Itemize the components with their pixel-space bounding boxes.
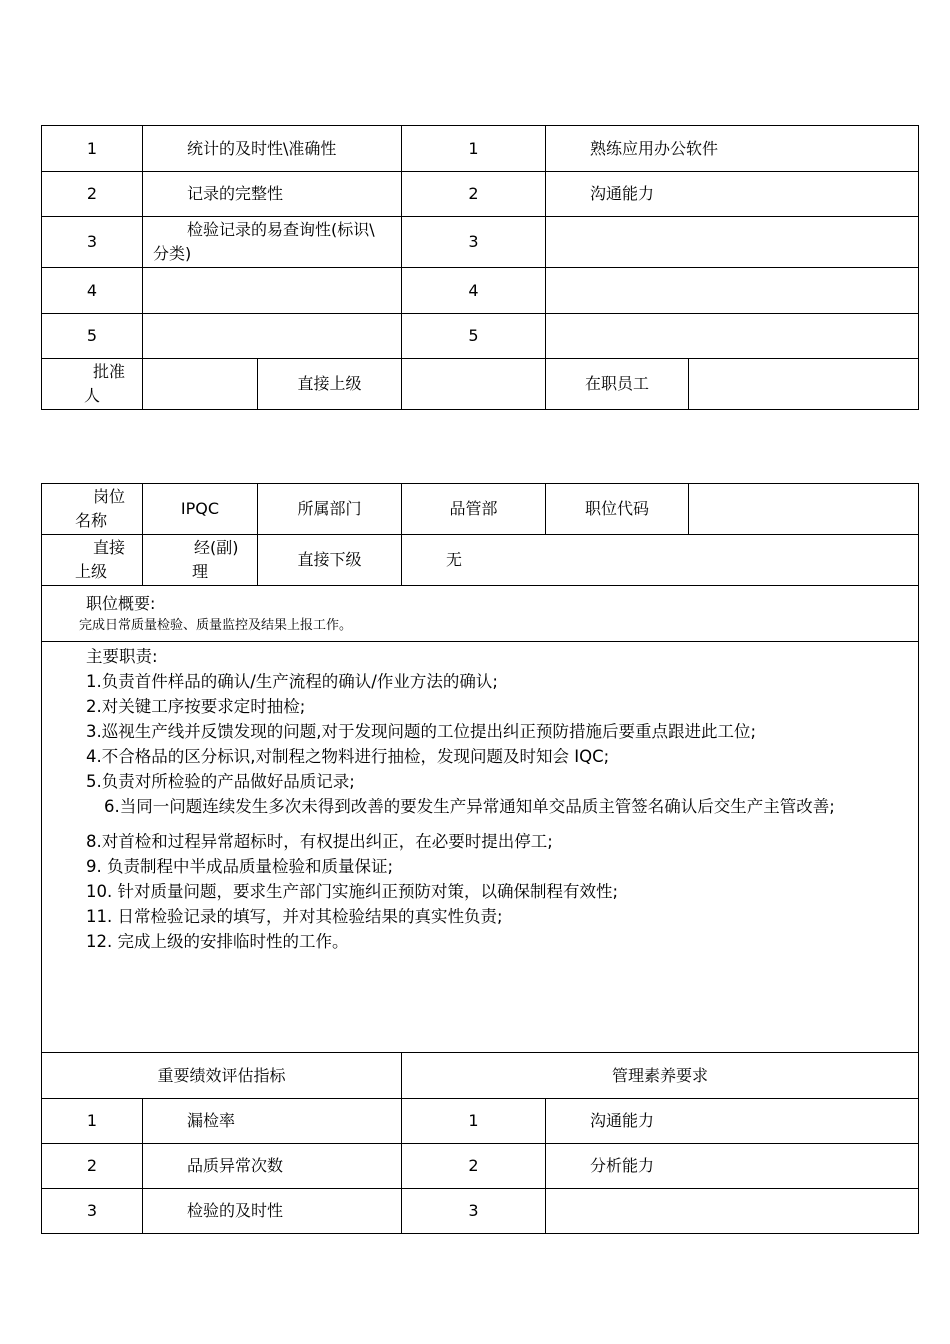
requirement-cell xyxy=(546,314,919,359)
row-number: 1 xyxy=(42,126,143,172)
management-header: 管理素养要求 xyxy=(402,1053,919,1099)
row-number: 3 xyxy=(42,217,143,268)
requirement-cell: 沟通能力 xyxy=(546,1099,919,1144)
employee-label: 在职员工 xyxy=(546,359,689,410)
summary-row xyxy=(42,586,919,642)
row-number: 1 xyxy=(42,1099,143,1144)
subordinate-value: 无 xyxy=(402,535,919,586)
row-number: 1 xyxy=(402,126,546,172)
table-row xyxy=(42,172,919,217)
position-name-label-line1: 岗位 xyxy=(93,487,126,506)
summary-cell xyxy=(42,586,919,642)
position-code-value xyxy=(689,484,919,535)
employee-value xyxy=(689,359,919,410)
table-row xyxy=(42,1099,919,1144)
kpi-cell-line1: 检验记录的易查询性(标识\ xyxy=(187,220,375,239)
position-name-label xyxy=(42,484,143,535)
department-value: 品管部 xyxy=(402,484,546,535)
direct-superior-value xyxy=(402,359,546,410)
table-row xyxy=(42,217,919,268)
duty-item: 3.巡视生产线并反馈发现的问题,对于发现问题的工位提出纠正预防措施后要重点跟进此工位; xyxy=(86,722,757,741)
position-code-label: 职位代码 xyxy=(546,484,689,535)
superior-value xyxy=(143,535,258,586)
kpi-header-row xyxy=(42,1053,919,1099)
row-number: 5 xyxy=(42,314,143,359)
row-number: 2 xyxy=(42,1144,143,1189)
direct-superior-label: 直接上级 xyxy=(258,359,402,410)
superior-value-line1: 经(副) xyxy=(194,538,239,557)
kpi-cell: 检验的及时性 xyxy=(143,1189,402,1234)
summary-title: 职位概要: xyxy=(86,594,156,613)
kpi-cell xyxy=(143,217,402,268)
kpi-cell: 记录的完整性 xyxy=(143,172,402,217)
requirement-cell xyxy=(546,1189,919,1234)
position-name-label-line2: 名称 xyxy=(75,511,108,530)
approver-value xyxy=(143,359,258,410)
requirement-cell: 熟练应用办公软件 xyxy=(546,126,919,172)
table-row xyxy=(42,268,919,314)
row-number: 2 xyxy=(402,172,546,217)
duty-item: 6.当同一问题连续发生多次未得到改善的要发生产异常通知单交品质主管签名确认后交生产主管改善; xyxy=(104,797,835,816)
duties-row xyxy=(42,642,919,1053)
requirement-cell xyxy=(546,217,919,268)
approver-label-line1: 批准 xyxy=(93,362,126,381)
duty-item: 11. 日常检验记录的填写，并对其检验结果的真实性负责; xyxy=(86,907,503,926)
row-number: 4 xyxy=(402,268,546,314)
superior-row xyxy=(42,535,919,586)
job-description-table xyxy=(41,483,919,1234)
table-row xyxy=(42,1144,919,1189)
row-number: 3 xyxy=(42,1189,143,1234)
duty-item: 2.对关键工序按要求定时抽检; xyxy=(86,697,306,716)
kpi-cell: 统计的及时性\准确性 xyxy=(143,126,402,172)
kpi-cell xyxy=(143,268,402,314)
kpi-cell xyxy=(143,314,402,359)
position-row xyxy=(42,484,919,535)
duty-item: 9. 负责制程中半成品质量检验和质量保证; xyxy=(86,857,394,876)
row-number: 5 xyxy=(402,314,546,359)
subordinate-label: 直接下级 xyxy=(258,535,402,586)
duties-cell xyxy=(42,642,919,1053)
requirement-cell xyxy=(546,268,919,314)
superior-label xyxy=(42,535,143,586)
duties-title: 主要职责: xyxy=(86,647,158,666)
duty-item: 5.负责对所检验的产品做好品质记录; xyxy=(86,772,355,791)
approver-label-line2: 人 xyxy=(84,386,101,405)
superior-label-line1: 直接 xyxy=(93,538,126,557)
kpi-cell-line2: 分类) xyxy=(153,244,192,263)
requirement-cell: 沟通能力 xyxy=(546,172,919,217)
kpi-table-top xyxy=(41,125,919,410)
duty-item: 10. 针对质量问题，要求生产部门实施纠正预防对策，以确保制程有效性; xyxy=(86,882,619,901)
summary-text: 完成日常质量检验、质量监控及结果上报工作。 xyxy=(79,618,353,633)
duty-item: 4.不合格品的区分标识,对制程之物料进行抽检，发现问题及时知会 IQC; xyxy=(86,747,610,766)
row-number: 1 xyxy=(402,1099,546,1144)
duty-item: 12. 完成上级的安排临时性的工作。 xyxy=(86,932,349,951)
duty-item: 8.对首检和过程异常超标时，有权提出纠正，在必要时提出停工; xyxy=(86,832,553,851)
row-number: 4 xyxy=(42,268,143,314)
position-name-value: IPQC xyxy=(143,484,258,535)
row-number: 3 xyxy=(402,1189,546,1234)
superior-value-line2: 理 xyxy=(192,562,209,581)
duty-item: 1.负责首件样品的确认/生产流程的确认/作业方法的确认; xyxy=(86,672,498,691)
approver-label xyxy=(42,359,143,410)
table-row xyxy=(42,314,919,359)
row-number: 2 xyxy=(402,1144,546,1189)
row-number: 2 xyxy=(42,172,143,217)
department-label: 所属部门 xyxy=(258,484,402,535)
row-number: 3 xyxy=(402,217,546,268)
requirement-cell: 分析能力 xyxy=(546,1144,919,1189)
kpi-header: 重要绩效评估指标 xyxy=(42,1053,402,1099)
table-row xyxy=(42,1189,919,1234)
kpi-cell: 品质异常次数 xyxy=(143,1144,402,1189)
signature-row xyxy=(42,359,919,410)
superior-label-line2: 上级 xyxy=(75,562,108,581)
kpi-cell: 漏检率 xyxy=(143,1099,402,1144)
table-row xyxy=(42,126,919,172)
